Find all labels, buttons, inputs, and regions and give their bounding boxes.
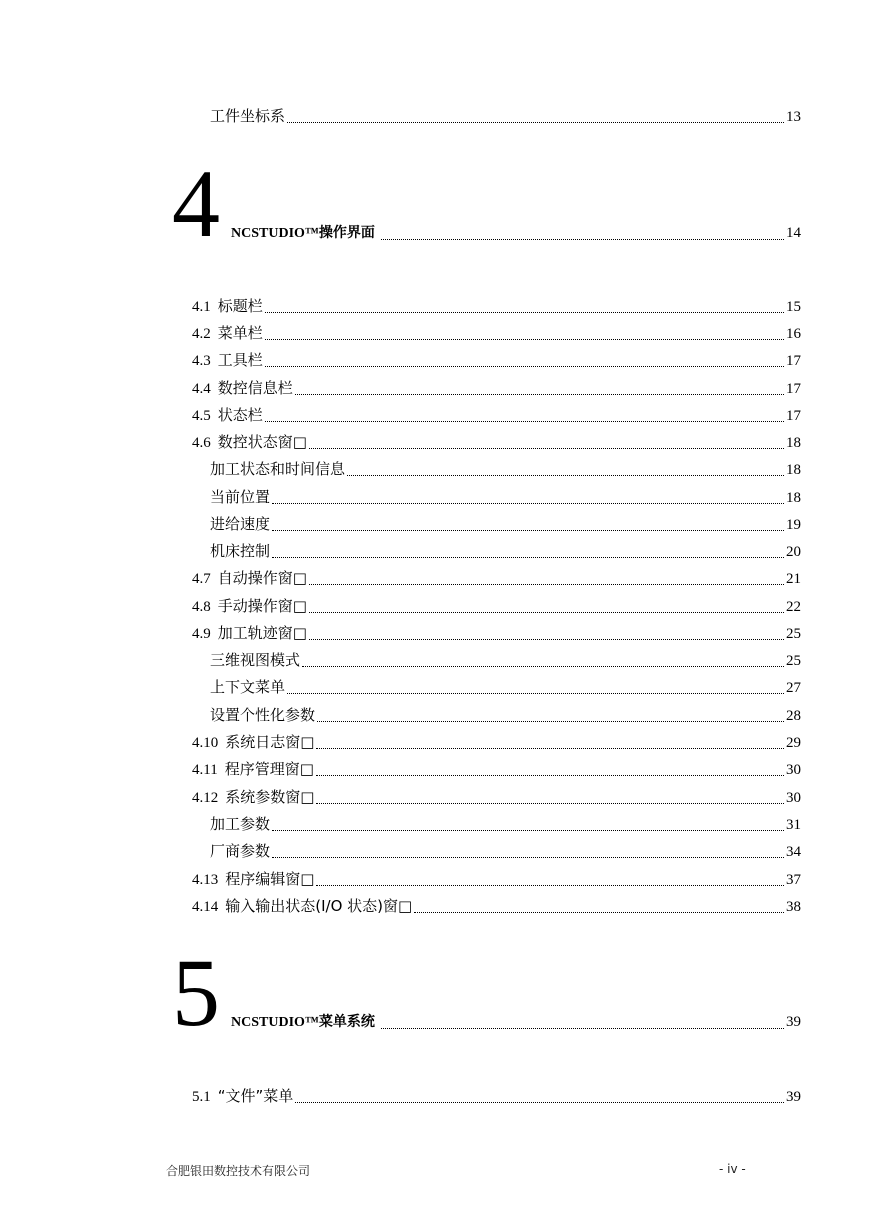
dot-leader (316, 884, 784, 886)
chapter-number: 4 (172, 150, 220, 257)
toc-entry[interactable] (192, 377, 801, 399)
chapter-page: 39 (786, 1014, 801, 1030)
dot-leader (265, 420, 784, 422)
toc-entry[interactable] (192, 731, 801, 753)
toc-entry-page: 13 (786, 109, 801, 125)
chapter-page: 14 (786, 225, 801, 241)
toc-entry-page: 34 (786, 844, 801, 860)
toc-entry-page: 28 (786, 708, 801, 724)
toc-entry-title: 程序编辑窗□ (225, 870, 315, 888)
dot-leader (347, 474, 784, 476)
toc-entry-title: 输入输出状态(I/O 状态)窗□ (225, 897, 413, 915)
toc-entry[interactable] (192, 295, 801, 317)
toc-entry-title: 上下文菜单 (210, 678, 286, 696)
toc-entry[interactable] (192, 404, 801, 426)
dot-leader (265, 338, 784, 340)
chapter-title: NCSTUDIO™菜单系统 (231, 1015, 375, 1030)
toc-entry-title: 当前位置 (210, 488, 271, 506)
chapter-title-line (231, 1011, 801, 1033)
chapter-title-line (231, 222, 801, 244)
toc-entry-number: 4.1 (192, 299, 211, 315)
toc-entry-title: 加工参数 (210, 815, 271, 833)
toc-entry-title: 手动操作窗□ (217, 597, 307, 615)
toc-entry-title: 加工轨迹窗□ (217, 624, 307, 642)
toc-entry-title: 数控信息栏 (217, 379, 293, 397)
toc-entry-number: 4.7 (192, 571, 211, 587)
toc-entry-number: 4.2 (192, 326, 211, 342)
dot-leader (302, 665, 784, 667)
dot-leader (381, 1027, 784, 1029)
toc-entry-title: 机床控制 (210, 542, 271, 560)
toc-entry-page: 30 (786, 762, 801, 778)
toc-entry-title: 工件坐标系 (210, 107, 286, 125)
toc-entry-page: 22 (786, 599, 801, 615)
footer-company: 合肥银田数控技术有限公司 (166, 1164, 311, 1178)
chapter-4-heading[interactable] (172, 150, 801, 257)
toc-entry-page: 20 (786, 544, 801, 560)
toc-subentry[interactable] (210, 840, 801, 862)
dot-leader (317, 720, 784, 722)
toc-entry[interactable] (192, 1085, 801, 1107)
toc-entry-number: 4.4 (192, 381, 211, 397)
dot-leader (414, 911, 784, 913)
dot-leader (316, 747, 784, 749)
toc-entry-number: 4.12 (192, 790, 219, 806)
toc-entry-title: 系统参数窗□ (225, 788, 315, 806)
toc-entry-page: 25 (786, 653, 801, 669)
toc-entry-number: 4.13 (192, 872, 219, 888)
toc-entry-title: 系统日志窗□ (225, 733, 315, 751)
toc-entry[interactable] (192, 349, 801, 371)
dot-leader (309, 447, 784, 449)
toc-entry-number: 4.5 (192, 408, 211, 424)
toc-entry-page: 27 (786, 680, 801, 696)
toc-entry-number: 4.9 (192, 626, 211, 642)
toc-entry-page: 29 (786, 735, 801, 751)
toc-entry[interactable] (192, 322, 801, 344)
toc-subentry[interactable] (210, 649, 801, 671)
toc-entry[interactable] (192, 567, 801, 589)
dot-leader (316, 774, 784, 776)
dot-leader (309, 583, 784, 585)
toc-entry-title: 数控状态窗□ (217, 433, 307, 451)
toc-entry[interactable] (192, 431, 801, 453)
toc-entry-page: 15 (786, 299, 801, 315)
dot-leader (272, 856, 784, 858)
toc-entry-page: 39 (786, 1089, 801, 1105)
dot-leader (309, 611, 784, 613)
toc-subentry[interactable] (210, 513, 801, 535)
toc-entry-title: 自动操作窗□ (217, 569, 307, 587)
toc-subentry[interactable] (210, 458, 801, 480)
toc-entry[interactable] (192, 595, 801, 617)
toc-subentry[interactable] (210, 486, 801, 508)
dot-leader (295, 1101, 784, 1103)
dot-leader (295, 393, 784, 395)
toc-entry-page: 18 (786, 435, 801, 451)
toc-entry-page: 30 (786, 790, 801, 806)
dot-leader (265, 365, 784, 367)
toc-entry-page: 37 (786, 872, 801, 888)
chapter-number: 5 (172, 939, 220, 1046)
toc-entry-workpiece-coords[interactable] (210, 105, 801, 127)
toc-entry[interactable] (192, 868, 801, 890)
toc-entry-number: 4.6 (192, 435, 211, 451)
dot-leader (272, 502, 784, 504)
footer-page-number: - iv - (719, 1162, 746, 1176)
toc-entry-page: 38 (786, 899, 801, 915)
toc-subentry[interactable] (210, 813, 801, 835)
toc-entry-number: 4.14 (192, 899, 219, 915)
chapter-5-heading[interactable] (172, 939, 801, 1046)
toc-entry[interactable] (192, 895, 801, 917)
toc-entry-number: 4.11 (192, 762, 218, 778)
dot-leader (272, 529, 784, 531)
chapter-title: NCSTUDIO™操作界面 (231, 226, 375, 241)
dot-leader (381, 238, 784, 240)
toc-subentry[interactable] (210, 704, 801, 726)
dot-leader (272, 556, 784, 558)
toc-entry-page: 17 (786, 381, 801, 397)
toc-entry[interactable] (192, 758, 801, 780)
dot-leader (316, 802, 784, 804)
toc-entry-title: 标题栏 (217, 297, 263, 315)
toc-entry-number: 5.1 (192, 1089, 211, 1105)
toc-entry-title: 厂商参数 (210, 842, 271, 860)
toc-entry-page: 19 (786, 517, 801, 533)
toc-entry-title: 程序管理窗□ (224, 760, 314, 778)
toc-entry-page: 18 (786, 490, 801, 506)
toc-entry-page: 18 (786, 462, 801, 478)
toc-entry-page: 17 (786, 353, 801, 369)
toc-entry-page: 16 (786, 326, 801, 342)
dot-leader (287, 121, 784, 123)
toc-entry-title: 三维视图模式 (210, 651, 301, 669)
toc-entry-page: 25 (786, 626, 801, 642)
toc-entry[interactable] (192, 786, 801, 808)
toc-entry-number: 4.10 (192, 735, 219, 751)
dot-leader (272, 829, 784, 831)
toc-entry-title: 菜单栏 (217, 324, 263, 342)
toc-entry-title: 工具栏 (217, 351, 263, 369)
toc-entry-title: 设置个性化参数 (210, 706, 316, 724)
toc-entry-page: 17 (786, 408, 801, 424)
toc-entry-page: 21 (786, 571, 801, 587)
toc-entry[interactable] (192, 622, 801, 644)
dot-leader (265, 311, 784, 313)
dot-leader (287, 692, 784, 694)
toc-subentry[interactable] (210, 676, 801, 698)
toc-entry-title: 状态栏 (217, 406, 263, 424)
toc-subentry[interactable] (210, 540, 801, 562)
toc-entry-title: 进给速度 (210, 515, 271, 533)
toc-entry-page: 31 (786, 817, 801, 833)
toc-entry-title: 加工状态和时间信息 (210, 460, 346, 478)
toc-entry-number: 4.8 (192, 599, 211, 615)
toc-entry-number: 4.3 (192, 353, 211, 369)
toc-entry-title: “文件”菜单 (217, 1087, 294, 1105)
dot-leader (309, 638, 784, 640)
